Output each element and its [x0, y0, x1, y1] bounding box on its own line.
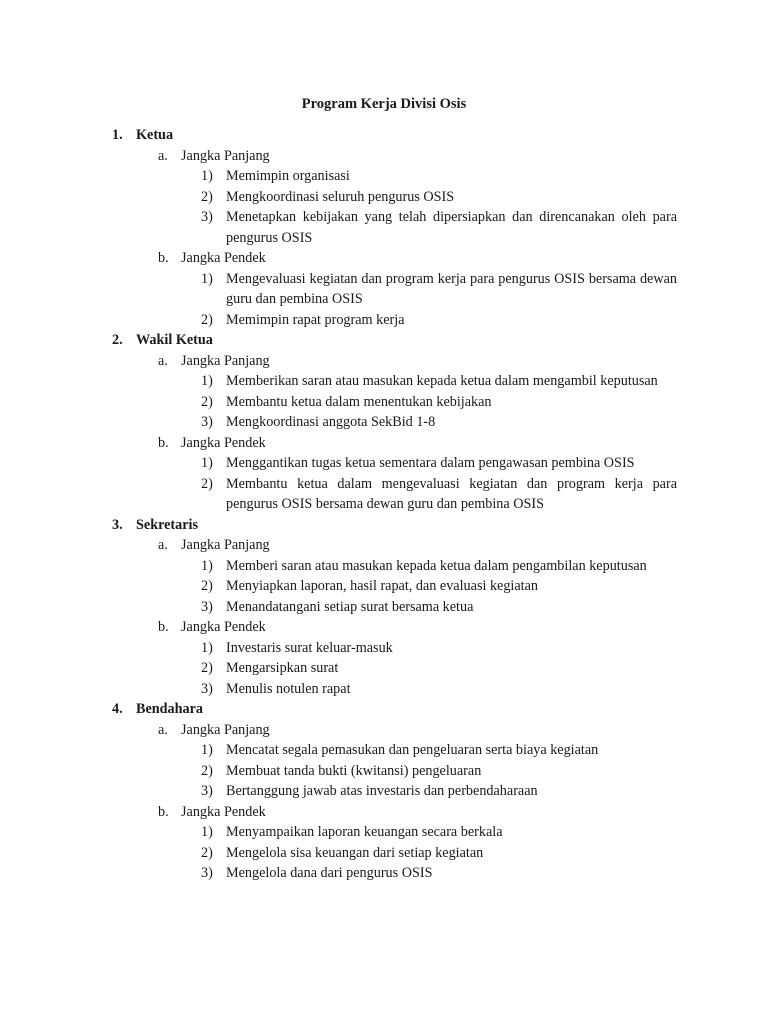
- list-item-text: Membantu ketua dalam menentukan kebijakan: [226, 393, 492, 410]
- list-item-text: Mengevaluasi kegiatan dan program kerja para pengurus OSIS bersama dewan guru dan pembina OSIS: [226, 270, 677, 307]
- section: [0, 699, 768, 884]
- section-title: Sekretaris: [136, 516, 198, 533]
- list-item-text: Memimpin organisasi: [226, 168, 350, 184]
- list-item-text: Membuat tanda bukti (kwitansi) pengeluaran: [226, 762, 482, 779]
- section: [0, 330, 768, 515]
- subsection-title: Jangka Panjang: [181, 721, 270, 738]
- section-heading: [0, 699, 768, 720]
- list-item: [0, 269, 768, 310]
- list-item-text: Memimpin rapat program kerja: [226, 311, 405, 328]
- list-item-number: 2): [201, 393, 213, 410]
- subsection-letter: a.: [158, 352, 168, 369]
- list-item-text: Menulis notulen rapat: [226, 680, 351, 697]
- list-item: [0, 392, 768, 413]
- subsection-letter: b.: [158, 250, 169, 266]
- list-item-number: 3): [201, 680, 213, 697]
- subsection-heading: [0, 617, 768, 638]
- list-item: [0, 597, 768, 618]
- list-item: [0, 412, 768, 433]
- subsection-letter: b.: [158, 434, 169, 451]
- list-item-text: Memberikan saran atau masukan kepada ketua dalam mengambil keputusan: [226, 373, 658, 389]
- list-item-text: Mengkoordinasi seluruh pengurus OSIS: [226, 188, 455, 205]
- section-list: [0, 125, 768, 884]
- list-item-text: Menyiapkan laporan, hasil rapat, dan evaluasi kegiatan: [226, 578, 539, 594]
- list-item: [0, 863, 768, 884]
- list-item-number: 2): [201, 188, 213, 205]
- list-item: [0, 658, 768, 679]
- list-item: [0, 740, 768, 761]
- list-item: [0, 781, 768, 802]
- list-item: [0, 371, 768, 392]
- list-item: [0, 187, 768, 208]
- subsection-letter: a.: [158, 537, 168, 553]
- section: [0, 515, 768, 700]
- list-item-number: 2): [201, 475, 213, 492]
- list-item-text: Memberi saran atau masukan kepada ketua dalam pengambilan keputusan: [226, 557, 647, 574]
- section-heading: [0, 515, 768, 536]
- list-item-number: 3): [201, 598, 213, 615]
- subsection-title: Jangka Panjang: [181, 537, 270, 553]
- section-number: 3.: [112, 516, 123, 533]
- list-item: [0, 474, 768, 515]
- section: [0, 125, 768, 330]
- list-item-number: 1): [201, 557, 213, 574]
- list-item-number: 1): [201, 455, 213, 471]
- list-item-number: 2): [201, 311, 213, 328]
- list-item-text: Investaris surat keluar-masuk: [226, 639, 393, 656]
- list-item-number: 1): [201, 742, 213, 758]
- list-item-text: Mengelola sisa keuangan dari setiap kegiatan: [226, 844, 484, 861]
- list-item-number: 2): [201, 762, 213, 779]
- list-item-text: Menggantikan tugas ketua sementara dalam pengawasan pembina OSIS: [226, 455, 635, 471]
- list-item-text: Mencatat segala pemasukan dan pengeluaran serta biaya kegiatan: [226, 742, 599, 758]
- list-item-text: Menandatangani setiap surat bersama ketua: [226, 598, 474, 615]
- section-title: Bendahara: [136, 701, 204, 717]
- list-item: [0, 310, 768, 331]
- section-number: 2.: [112, 332, 123, 348]
- subsection-title: Jangka Pendek: [181, 250, 266, 266]
- list-item-text: Mengarsipkan surat: [226, 660, 339, 676]
- list-item: [0, 576, 768, 597]
- subsection-title: Jangka Pendek: [181, 803, 266, 820]
- subsection-letter: a.: [158, 721, 168, 738]
- subsection-heading: [0, 535, 768, 556]
- list-item-number: 3): [201, 414, 213, 430]
- list-item-number: 1): [201, 373, 213, 389]
- subsection-letter: b.: [158, 619, 169, 635]
- list-item-number: 2): [201, 844, 213, 861]
- subsection-heading: [0, 802, 768, 823]
- subsection-letter: a.: [158, 147, 168, 164]
- list-item-text: Menetapkan kebijakan yang telah dipersiapkan dan direncanakan oleh para pengurus OSIS: [226, 209, 677, 246]
- section-heading: [0, 330, 768, 351]
- list-item: [0, 556, 768, 577]
- document-title: Program Kerja Divisi Osis: [301, 96, 467, 112]
- list-item-text: Membantu ketua dalam mengevaluasi kegiatan dan program kerja para pengurus OSIS bersama dewan guru dan pembina OSIS: [226, 475, 677, 512]
- list-item: [0, 207, 768, 248]
- section-heading: [0, 125, 768, 146]
- subsection-heading: [0, 146, 768, 167]
- section-title: Ketua: [136, 127, 174, 143]
- list-item: [0, 638, 768, 659]
- list-item-number: 2): [201, 660, 213, 676]
- subsection-title: Jangka Pendek: [181, 619, 266, 635]
- section-number: 1.: [112, 127, 123, 143]
- list-item: [0, 166, 768, 187]
- section-number: 4.: [112, 701, 123, 717]
- list-item: [0, 453, 768, 474]
- list-item-text: Menyampaikan laporan keuangan secara berkala: [226, 824, 503, 840]
- list-item-number: 1): [201, 168, 213, 184]
- list-item-number: 3): [201, 865, 213, 881]
- list-item: [0, 843, 768, 864]
- list-item: [0, 822, 768, 843]
- subsection-title: Jangka Pendek: [181, 434, 266, 451]
- list-item-number: 1): [201, 270, 213, 287]
- subsection-title: Jangka Panjang: [181, 352, 270, 369]
- list-item-number: 3): [201, 783, 213, 799]
- list-item-number: 2): [201, 578, 213, 594]
- list-item-text: Mengelola dana dari pengurus OSIS: [226, 865, 433, 881]
- subsection-heading: [0, 248, 768, 269]
- list-item-text: Mengkoordinasi anggota SekBid 1-8: [226, 414, 436, 430]
- subsection-letter: b.: [158, 803, 169, 820]
- list-item: [0, 761, 768, 782]
- list-item: [0, 679, 768, 700]
- list-item-number: 3): [201, 209, 213, 225]
- subsection-heading: [0, 720, 768, 741]
- subsection-title: Jangka Panjang: [181, 147, 270, 164]
- subsection-heading: [0, 433, 768, 454]
- section-title: Wakil Ketua: [136, 332, 213, 348]
- list-item-number: 1): [201, 639, 213, 656]
- list-item-number: 1): [201, 824, 213, 840]
- subsection-heading: [0, 351, 768, 372]
- list-item-text: Bertanggung jawab atas investaris dan perbendaharaan: [226, 783, 538, 799]
